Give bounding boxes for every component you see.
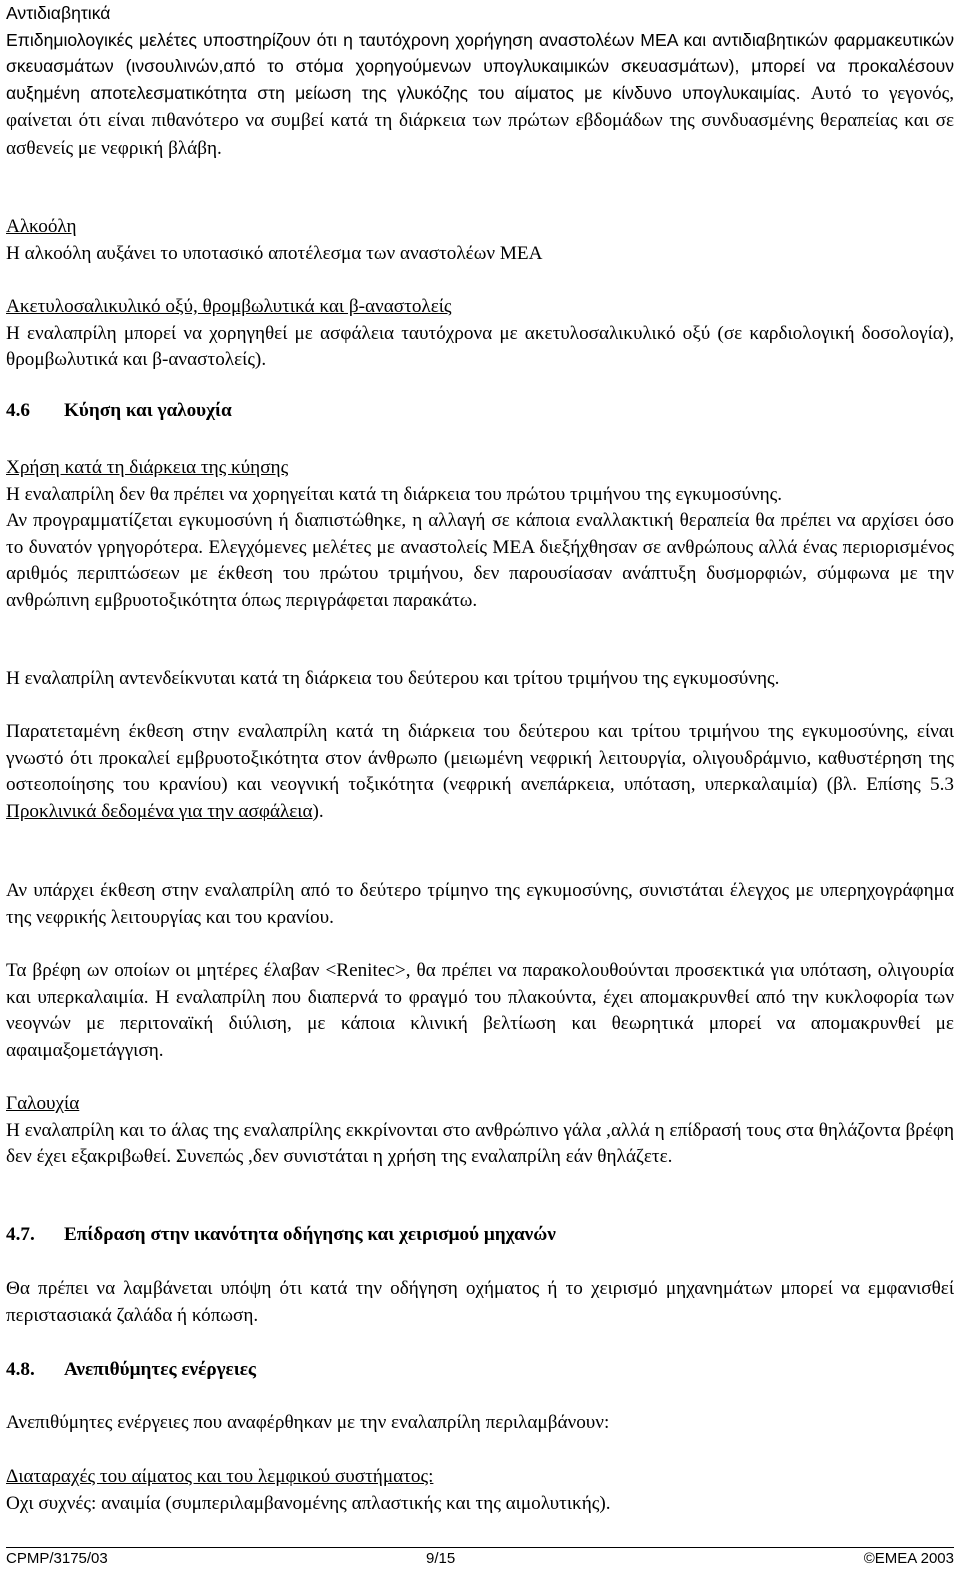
- antidiabetics-text: [6, 27, 954, 163]
- aspirin-text: Η εναλαπρίλη μπορεί να χορηγηθεί με ασφάλεια ταυτόχρονα με ακετυλοσαλικυλικό οξύ (σε καρδιολογική δοσολογία), θρομβωλυτικά και β-αναστολείς).: [6, 322, 954, 370]
- aspirin-section: [6, 294, 954, 374]
- alcohol-section: [6, 214, 954, 267]
- page-footer: [6, 1547, 954, 1567]
- pregnancy-block: [6, 455, 954, 614]
- section-4-8-intro: Ανεπιθύμητες ενέργειες που αναφέρθηκαν με την εναλαπρίλη περιλαμβάνουν:: [6, 1412, 610, 1433]
- antidiabetics-section: [6, 0, 954, 162]
- pregnancy-p4: [6, 719, 954, 825]
- pregnancy-p4-text: Παρατεταμένη έκθεση στην εναλαπρίλη κατά τη διάρκεια του δεύτερου και τρίτου τριμήνου της εγκυμοσύνης, είναι γνωστό ότι προκαλεί εμβρυοτοξικότητα στον άνθρωπο (μειωμένη νεφρική λειτουργία, ολιγουδράμνιο, καθυστέρηση της οστεοποίησης του κρανίου) και νεογνική τοξικότητα (νεφρική ανεπάρκεια, υπόταση, υπερκαλαιμία) (βλ. Επίσης 5.3: [6, 721, 954, 795]
- blood-disorders-title: Διαταραχές του αίματος και του λεμφικού συστήματος:: [6, 1466, 434, 1487]
- lactation-text: Η εναλαπρίλη και το άλας της εναλαπρίλης εκκρίνονται στο ανθρώπινο γάλα ,αλλά η επίδρασή τους στα θηλάζοντα βρέφη δεν έχει εξακριβωθεί. Συνεπώς ,δεν συνιστάται η χρήση της εναλαπρίλη εάν θηλάζετε.: [6, 1119, 954, 1167]
- section-4-7-title: Επίδραση στην ικανότητα οδήγησης και χειρισμού μηχανών: [64, 1224, 556, 1245]
- section-4-6-title: Κύηση και γαλουχία: [64, 400, 232, 421]
- alcohol-title: Αλκοόλη: [6, 216, 77, 237]
- section-4-8-number: 4.8.: [6, 1359, 35, 1380]
- blood-disorders-text: Οχι συχνές: αναιμία (συμπεριλαμβανομένης απλαστικής και της αιμολυτικής).: [6, 1492, 611, 1514]
- alcohol-text: Η αλκοόλη αυξάνει το υποτασικό αποτέλεσμα των αναστολέων ΜΕΑ: [6, 242, 543, 264]
- section-4-7-heading: [6, 1222, 954, 1249]
- blood-disorders-block: [6, 1464, 954, 1517]
- lactation-title: Γαλουχία: [6, 1093, 80, 1114]
- antidiabetics-text-b: Αυτό το γεγονός, φαίνεται ότι είναι πιθανότερο να συμβεί κατά τη διάρκεια των πρώτων εβδομάδων της συνδυασμένης θεραπείας και σε ασθενείς με νεφρική βλάβη.: [6, 82, 954, 159]
- pregnancy-p2: Αν προγραμματίζεται εγκυμοσύνη ή διαπιστώθηκε, η αλλαγή σε κάποια εναλλακτική θεραπεία θα πρέπει να αρχίσει όσο το δυνατόν γρηγορότερα. Ελεγχόμενες μελέτες με αναστολείς ΜΕΑ διεξήχθησαν σε ανθρώπους αλλά ένας περιορισμένος αριθμός περιπτώσεων με έκθεση του πρώτου τριμήνου, δεν παρουσίασαν ανάπτυξη δυσμορφιών, σύμφωνα με την ανθρώπινη εμβρυοτοξικότητα όπως περιγράφεται παρακάτω.: [6, 510, 954, 611]
- pregnancy-p6: Τα βρέφη ων οποίων οι μητέρες έλαβαν <Renitec>, θα πρέπει να παρακολουθούνται προσεκτικά για υπόταση, ολιγουρία και υπερκαλαιμία. Η εναλαπρίλη που διαπερνά το φραγμό του πλακούντα, έχει απομακρυνθεί από την κυκλοφορία των νεογνών με περιτοναϊκή διύλιση, με κάποια κλινική βελτίωση και θεωρητικά μπορεί να απομακρυνθεί με αφαιμαξομετάγγιση.: [6, 960, 954, 1061]
- section-4-7-number: 4.7.: [6, 1224, 35, 1245]
- footer-copyright: ©EMEA 2003: [863, 1550, 954, 1567]
- pregnancy-p5: Αν υπάρχει έκθεση στην εναλαπρίλη από το δεύτερο τρίμηνο της εγκυμοσύνης, συνιστάται έλεγχος με υπερηχογράφημα της νεφρικής λειτουργίας και του κρανίου.: [6, 880, 954, 928]
- pregnancy-p4-end: ).: [312, 800, 324, 822]
- preclinical-data-link[interactable]: Προκλινικά δεδομένα για την ασφάλεια: [6, 800, 313, 822]
- antidiabetics-title: Αντιδιαβητικά: [6, 3, 111, 23]
- antidiabetics-text-a: Επιδημιολογικές μελέτες υποστηρίζουν ότι η ταυτόχρονη χορήγηση αναστολέων ΜΕΑ και αντιδιαβητικών φαρμακευτικών σκευασμάτων (ινσουλινών,από το στόμα χορηγούμενων υπογλυκαιμικών σκευασμάτων), μπορεί να προκαλέσουν αυξημένη αποτελεσματικότητα στη μείωση της γλυκόζης του αίματος με κίνδυνο υπογλυκαιμίας.: [6, 29, 954, 103]
- pregnancy-subtitle: Χρήση κατά τη διάρκεια της κύησης: [6, 457, 289, 478]
- section-4-6-number: 4.6: [6, 400, 30, 421]
- lactation-block: [6, 1091, 954, 1171]
- section-4-7-text: Θα πρέπει να λαμβάνεται υπόψη ότι κατά την οδήγηση οχήματος ή το χειρισμό μηχανημάτων μπορεί να εμφανισθεί περιστασιακά ζαλάδα ή κόπωση.: [6, 1278, 954, 1326]
- footer-doc-id: CPMP/3175/03: [6, 1550, 108, 1567]
- pregnancy-p3: Η εναλαπρίλη αντενδείκνυται κατά τη διάρκεια του δεύτερου και τρίτου τριμήνου της εγκυμοσύνης.: [6, 668, 780, 689]
- section-4-8-heading: [6, 1357, 954, 1384]
- aspirin-title: Ακετυλοσαλικυλικό οξύ, θρομβωλυτικά και β-αναστολείς: [6, 296, 452, 317]
- section-4-8-title: Ανεπιθύμητες ενέργειες: [64, 1359, 256, 1380]
- pregnancy-p1: Η εναλαπρίλη δεν θα πρέπει να χορηγείται κατά τη διάρκεια του πρώτου τριμήνου της εγκυμοσύνης.: [6, 483, 783, 505]
- section-4-6-heading: [6, 398, 954, 425]
- footer-page-number: 9/15: [426, 1550, 456, 1567]
